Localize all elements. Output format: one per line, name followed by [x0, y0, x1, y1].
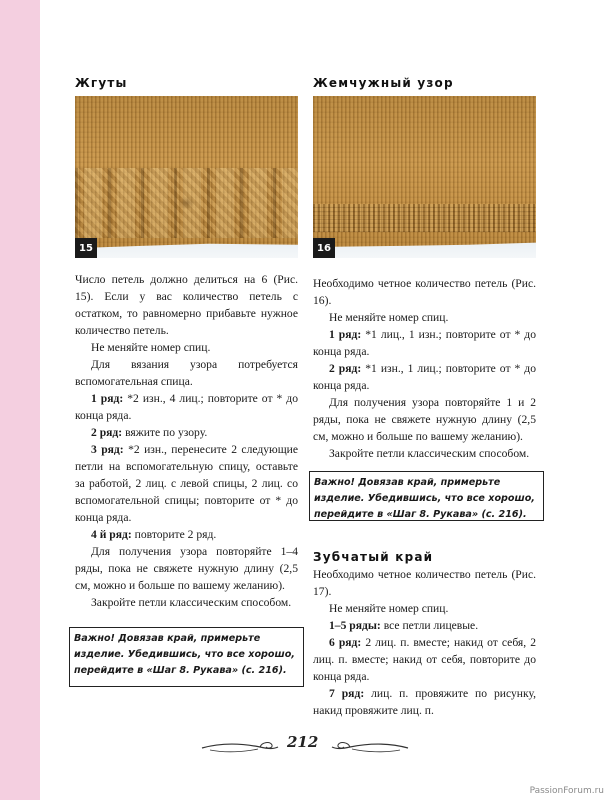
row-text: *2 изн., перенесите 2 следующие петли на вспомогательную спицу, оставьте за работой, 2 лиц. с левой спицы, 2 лиц. со вспомогательной спицы; повторите от * до конца ряда. — [75, 443, 298, 524]
paragraph: Не меняйте номер спиц. — [91, 341, 211, 354]
photo-background — [75, 236, 298, 258]
row-text: лиц. п. провяжите по рисунку, накид провяжите лиц. п. — [313, 687, 536, 717]
section-heading-cables: Жгуты — [75, 76, 128, 90]
row-instruction — [313, 326, 536, 360]
row-label: 7 ряд: — [329, 687, 365, 700]
row-label: 3 ряд: — [91, 443, 124, 456]
row-text: повторите 2 ряд. — [134, 528, 217, 541]
flourish-right-icon — [330, 739, 410, 755]
paragraph: Необходимо четное количество петель (Рис. 17). — [313, 568, 536, 598]
cable-pattern-texture — [75, 168, 298, 238]
row-instruction — [313, 634, 536, 685]
row-label: 1 ряд: — [91, 392, 124, 405]
row-label: 1–5 ряды: — [329, 619, 381, 632]
row-instruction — [75, 526, 298, 543]
left-body-text — [75, 271, 298, 611]
row-label: 2 ряд: — [329, 362, 362, 375]
photo-pearl-pattern — [313, 96, 536, 258]
paragraph: Необходимо четное количество петель (Рис. 16). — [313, 277, 536, 307]
pearl-pattern-texture — [313, 204, 536, 232]
row-text: *1 лиц., 1 изн.; повторите от * до конца ряда. — [313, 328, 536, 358]
important-note-right: Важно! Довязав край, примерьте изделие. Убедившись, что все хорошо, перейдите в «Шаг 8. Рукава» (с. 216). — [309, 471, 544, 521]
row-label: 4 й ряд: — [91, 528, 132, 541]
row-label: 6 ряд: — [329, 636, 362, 649]
paragraph: Для вязания узора потребуется вспомогательная спица. — [75, 358, 298, 388]
row-text: *2 изн., 4 лиц.; повторите от * до конца ряда. — [75, 392, 298, 422]
important-note-left: Важно! Довязав край, примерьте изделие. Убедившись, что все хорошо, перейдите в «Шаг 8. Рукава» (с. 216). — [69, 627, 304, 687]
paragraph: Не меняйте номер спиц. — [329, 602, 449, 615]
row-instruction — [313, 685, 536, 719]
row-instruction — [75, 424, 298, 441]
paragraph: Закройте петли классическим способом. — [91, 596, 292, 609]
row-text: *1 изн., 1 лиц.; повторите от * до конца ряда. — [313, 362, 536, 392]
row-instruction — [75, 441, 298, 526]
right-body-text — [313, 275, 536, 462]
paragraph: Закройте петли классическим способом. — [329, 447, 530, 460]
row-instruction — [75, 390, 298, 424]
section-heading-pearl: Жемчужный узор — [313, 76, 454, 90]
row-text: вяжите по узору. — [125, 426, 208, 439]
row-text: все петли лицевые. — [383, 619, 479, 632]
paragraph: Для получения узора повторяйте 1 и 2 ряды, пока не свяжете нужную длину (2,5 см, можно и больше по вашему желанию). — [313, 396, 536, 443]
paragraph: Число петель должно делиться на 6 (Рис. 15). Если у вас количество петель с остатком, то равномерно прибавьте нужное количество петель. — [75, 273, 298, 337]
photo-background — [313, 236, 536, 258]
row-label: 2 ряд: — [91, 426, 123, 439]
figure-number-badge: 15 — [75, 238, 97, 258]
paragraph: Для получения узора повторяйте 1–4 ряды, пока не свяжете нужную длину (2,5 см, можно и больше по вашему желанию). — [75, 545, 298, 592]
flourish-left-icon — [200, 739, 280, 755]
row-label: 1 ряд: — [329, 328, 362, 341]
pink-margin-band — [0, 0, 40, 800]
section-heading-toothed-edge: Зубчатый край — [313, 550, 434, 564]
page-number: 212 — [287, 733, 319, 751]
row-text: 2 лиц. п. вместе; накид от себя, 2 лиц. п. вместе; накид от себя, повторите до конца ряда. — [313, 636, 536, 683]
paragraph: Не меняйте номер спиц. — [329, 311, 449, 324]
row-instruction — [313, 360, 536, 394]
page-footer — [0, 730, 610, 760]
right-body-text-2 — [313, 566, 536, 719]
row-instruction — [313, 617, 536, 634]
figure-number-badge: 16 — [313, 238, 335, 258]
watermark-text: PassionForum.ru — [529, 786, 604, 796]
photo-cables — [75, 96, 298, 258]
